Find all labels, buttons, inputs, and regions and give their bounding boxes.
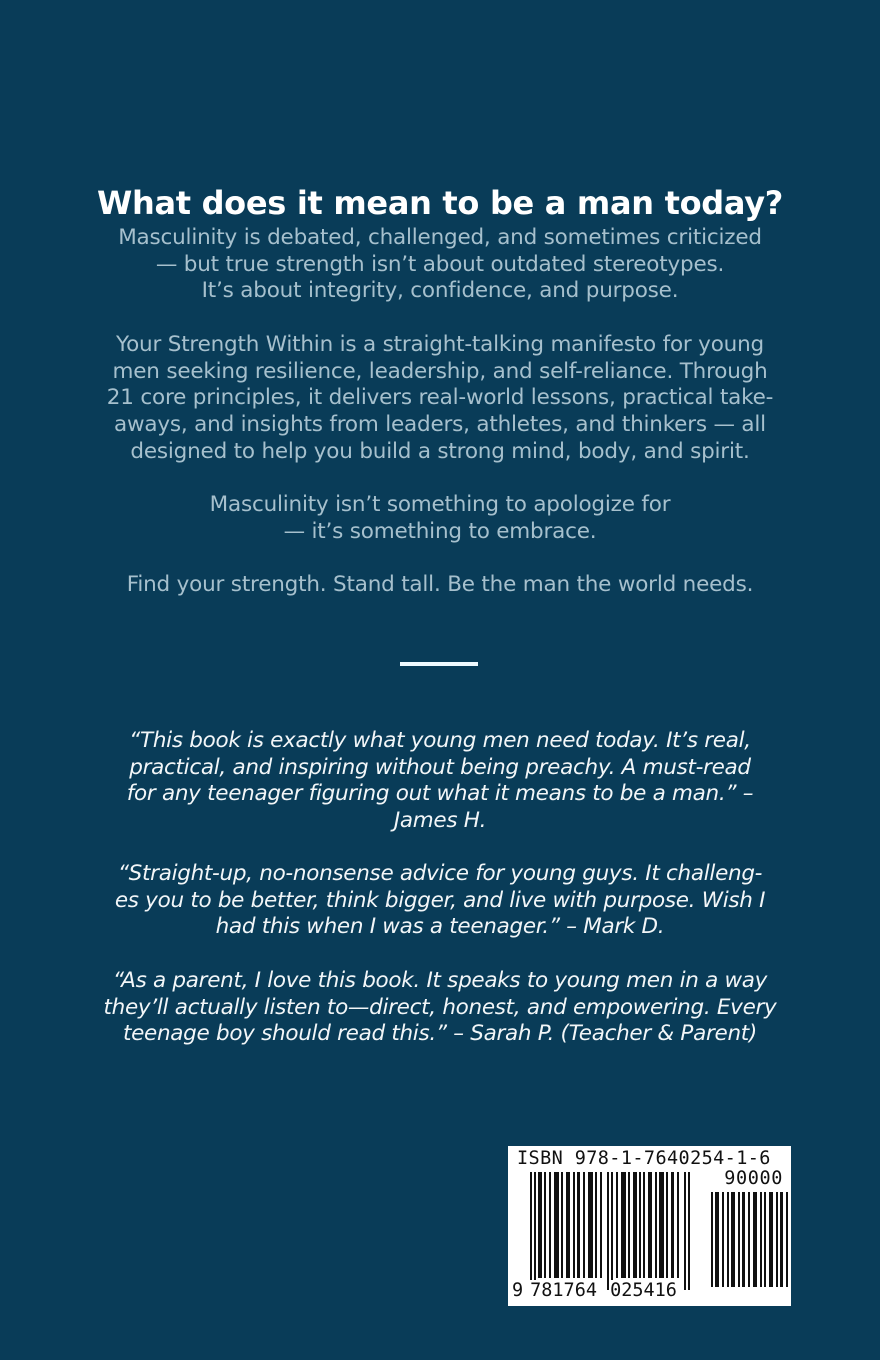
text-line: Masculinity is debated, challenged, and sometimes criticized [118,225,762,250]
testimonial-2 [60,861,820,941]
testimonial-3 [60,968,820,1048]
blurb-paragraph-4 [60,572,820,599]
quote-line: practical, and inspiring without being preachy. A must-read [129,754,751,780]
quote-line: “As a parent, I love this book. It speaks to young men in a way [112,968,768,993]
ean13-bars [530,1172,692,1290]
ean-right-group: 025416 [610,1280,677,1301]
quote-line: for any teenager figuring out what it means to be a man.” – [126,781,754,807]
text-line: It’s about integrity, confidence, and purpose. [201,278,679,304]
quote-line: James H. [393,808,487,834]
text-line: 21 core principles, it delivers real-world lessons, practical take- [106,385,774,411]
quote-line: they’ll actually listen to—direct, honest, and empowering. Every [103,994,777,1020]
ean13-digits [512,1280,678,1301]
text-line: — it’s something to embrace. [283,518,597,544]
text-line: — but true strength isn’t about outdated stereotypes. [155,251,725,277]
text-line: Masculinity isn’t something to apologize for [209,492,671,517]
text-line: aways, and insights from leaders, athletes, and thinkers — all [114,412,766,438]
blurb-paragraph-3 [60,492,820,545]
addon-bars [711,1192,791,1292]
ean-left-group: 781764 [530,1280,597,1301]
ean-lead-digit: 9 [512,1280,524,1301]
isbn-label: ISBN 978-1-7640254-1-6 [517,1148,771,1169]
text-line: men seeking resilience, leadership, and self-reliance. Through [112,358,768,384]
blurb-paragraph-2 [60,332,820,466]
divider-rule [400,662,478,666]
testimonial-1 [60,728,820,835]
quote-line: “Straight-up, no-nonsense advice for young guys. It challeng- [117,861,763,886]
text-line: designed to help you build a strong mind, body, and spirit. [130,438,750,464]
quote-line: teenage boy should read this.” – Sarah P. (Teacher & Parent) [122,1021,757,1047]
headline: What does it mean to be a man today? [96,184,784,223]
text-line: Your Strength Within is a straight-talking manifesto for young [116,332,764,357]
price-addon-digits: 90000 [724,1168,783,1189]
blurb-paragraph-1 [60,225,820,305]
quote-line: “This book is exactly what young men need today. It’s real, [129,728,751,753]
text-line: Find your strength. Stand tall. Be the man the world needs. [126,572,754,597]
isbn-barcode [508,1146,791,1306]
quote-line: es you to be better, think bigger, and live with purpose. Wish I [114,887,766,913]
quote-line: had this when I was a teenager.” – Mark D. [215,914,665,940]
